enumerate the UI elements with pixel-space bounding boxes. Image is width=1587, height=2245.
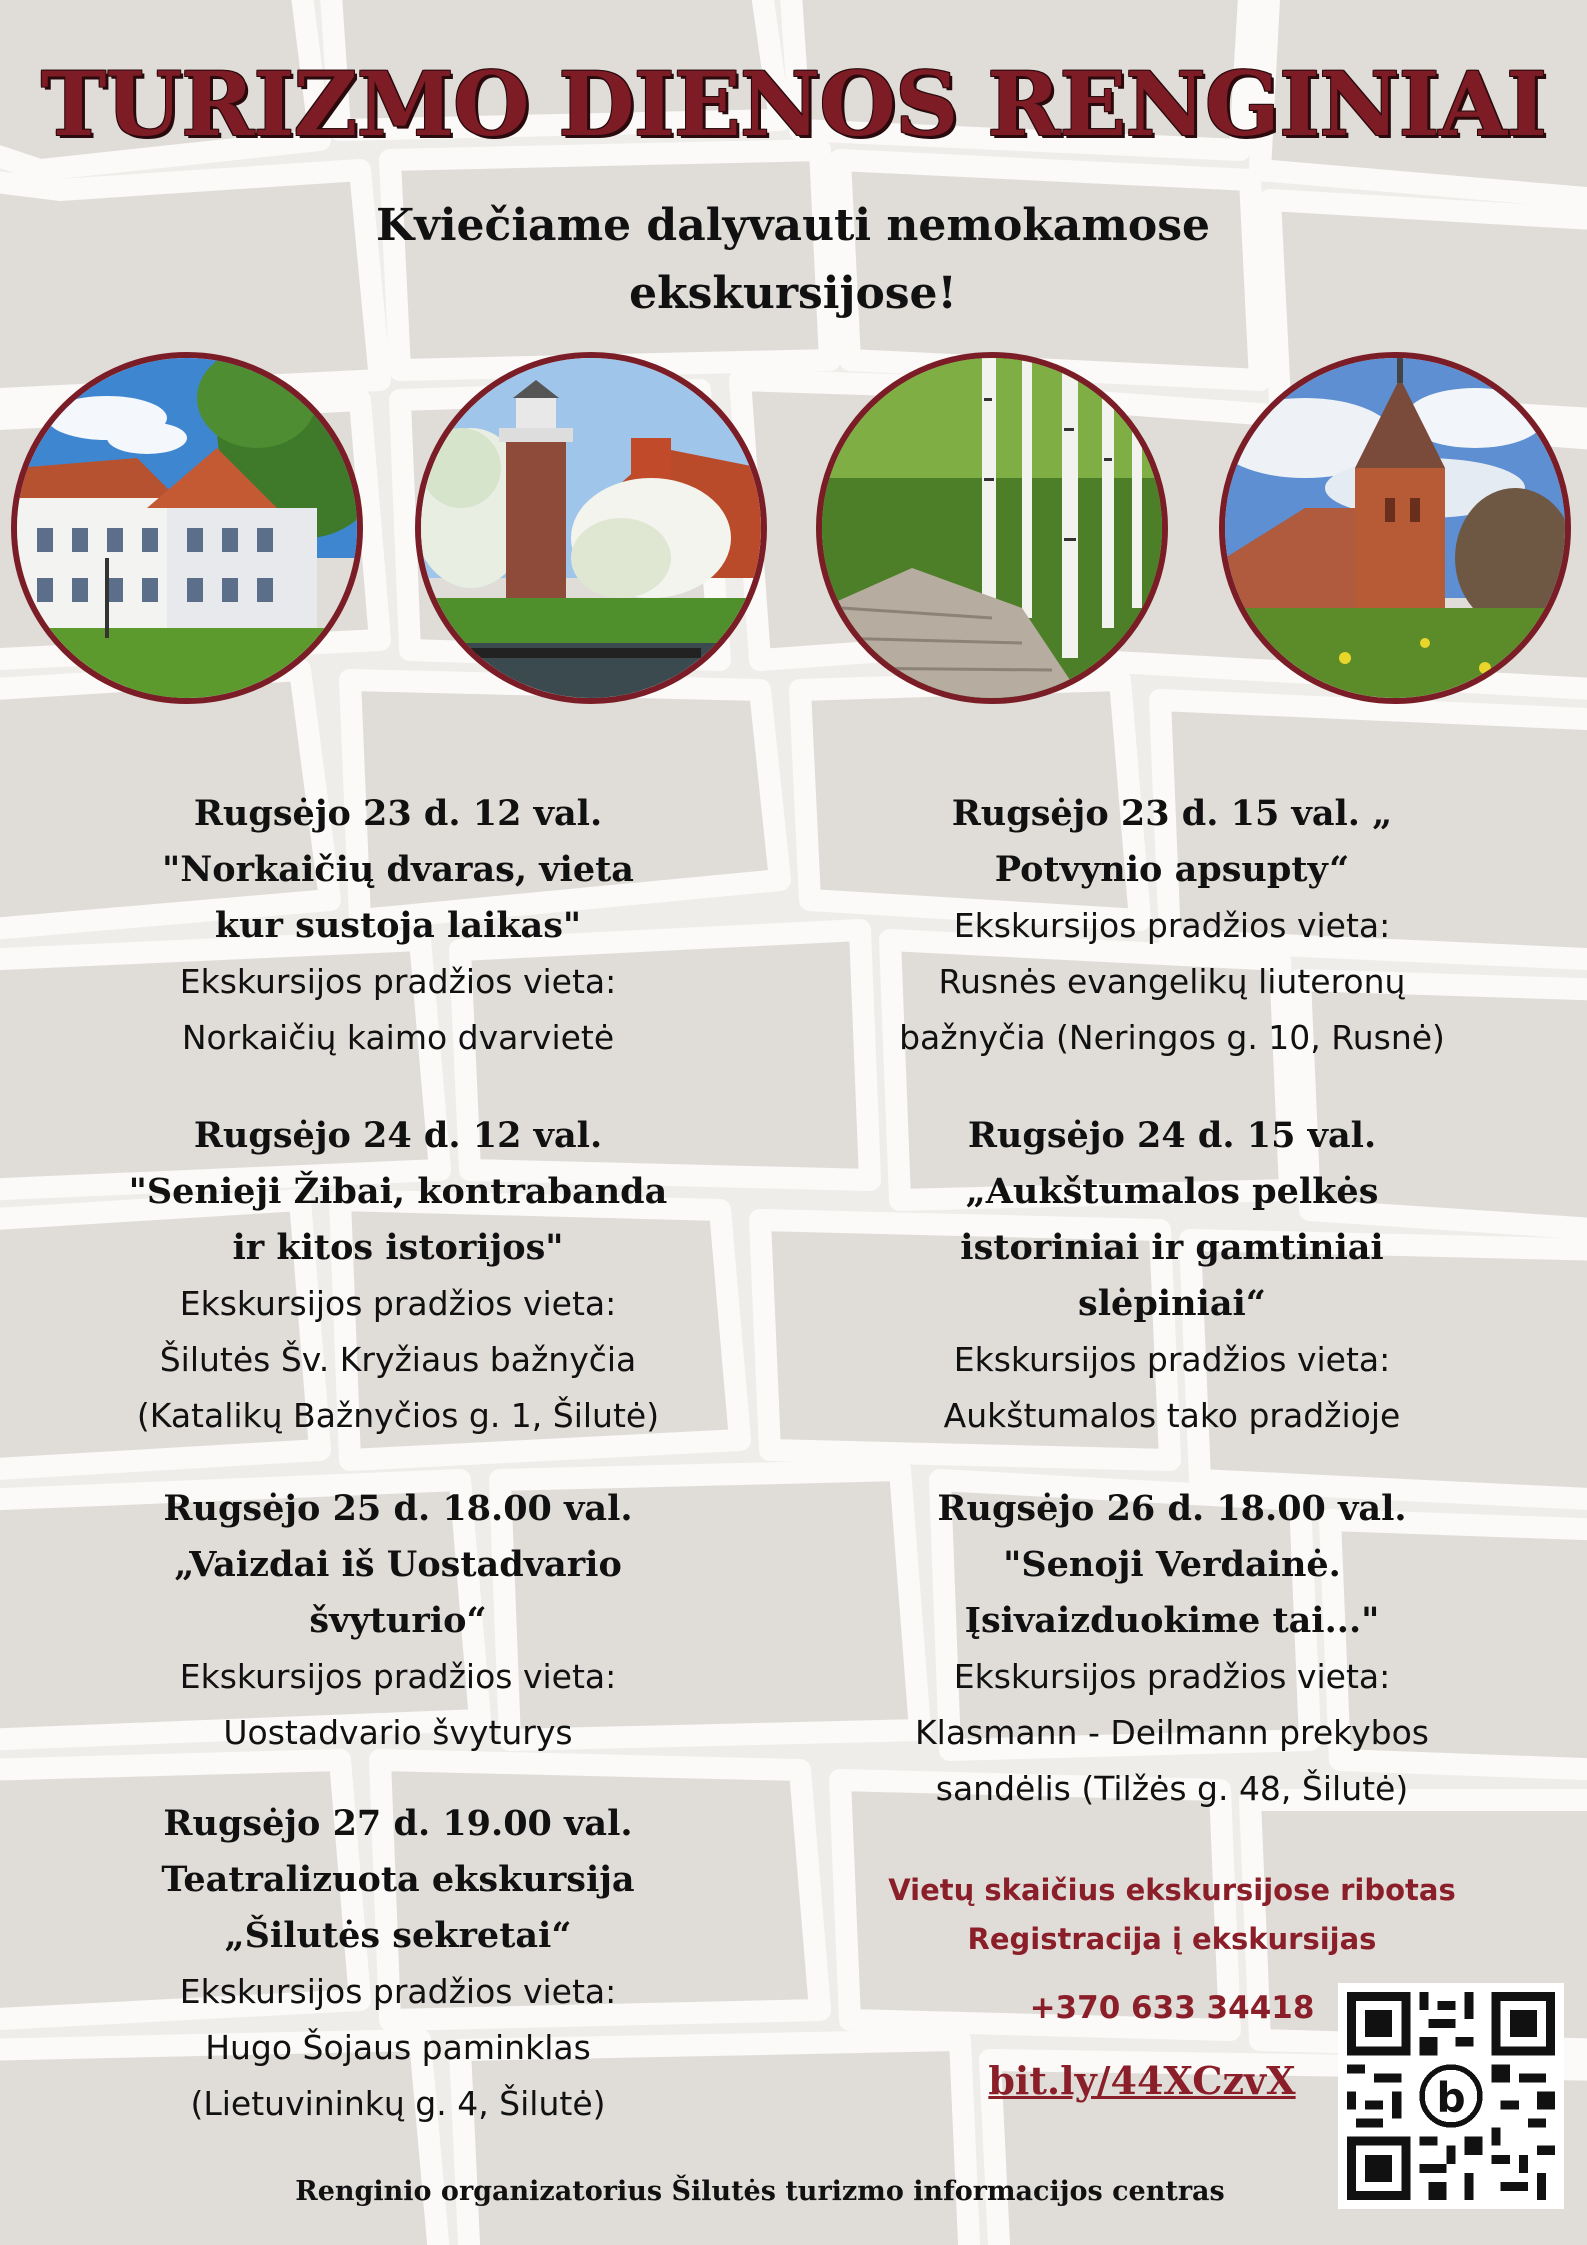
phone-number[interactable]: +370 633 34418 — [1029, 1990, 1315, 2026]
event-heading-line: istoriniai ir gamtiniai — [960, 1227, 1384, 1268]
event-place: Šilutės Šv. Kryžiaus bažnyčia — [159, 1340, 637, 1379]
event-verdaine — [862, 1481, 1482, 1817]
event-place: Norkaičių kaimo dvarvietė — [181, 1018, 615, 1057]
organizer-footer: Renginio organizatorius Šilutės turizmo informacijos centras — [295, 2176, 1225, 2207]
event-place: Aukštumalos tako pradžioje — [943, 1396, 1401, 1435]
lighthouse-photo — [415, 352, 767, 704]
event-uostadvaris — [88, 1481, 708, 1761]
registration-heading: Registracija į ekskursijas — [967, 1922, 1377, 1956]
event-heading-line: Rugsėjo 24 d. 15 val. — [967, 1115, 1377, 1156]
event-heading-line: švyturio“ — [309, 1600, 487, 1641]
event-heading-line: "Senieji Žibai, kontrabanda — [128, 1171, 668, 1212]
event-heading-line: Potvynio apsupty“ — [994, 849, 1350, 890]
event-heading-line: Rugsėjo 23 d. 15 val. „ — [951, 793, 1393, 834]
event-place-label: Ekskursijos pradžios vieta: — [953, 1340, 1391, 1379]
event-heading-line: "Norkaičių dvaras, vieta — [162, 849, 634, 890]
event-place: (Lietuvininkų g. 4, Šilutė) — [190, 2084, 606, 2123]
subtitle-line: ekskursijose! — [629, 268, 957, 319]
registration-link[interactable]: bit.ly/44XCzvX — [988, 2058, 1296, 2103]
event-aukstumala — [862, 1108, 1482, 1444]
event-rusne — [862, 786, 1482, 1066]
event-heading-line: Rugsėjo 26 d. 18.00 val. — [937, 1488, 1407, 1529]
event-norkaiciai — [88, 786, 708, 1066]
event-place-label: Ekskursijos pradžios vieta: — [953, 1657, 1391, 1696]
subtitle-line: Kviečiame dalyvauti nemokamose — [376, 200, 1210, 251]
qr-code[interactable] — [1338, 1983, 1564, 2209]
event-place: sandėlis (Tilžės g. 48, Šilutė) — [935, 1769, 1409, 1808]
svg-text:b: b — [1436, 2073, 1466, 2122]
event-place: Uostadvario švyturys — [223, 1713, 573, 1752]
event-heading-line: Įsivaizduokime tai..." — [964, 1600, 1380, 1641]
event-zibai — [88, 1108, 708, 1444]
limited-seats-notice: Vietų skaičius ekskursijose ribotas — [888, 1873, 1456, 1907]
birch-boardwalk-photo — [816, 352, 1168, 704]
event-place: bažnyčia (Neringos g. 10, Rusnė) — [899, 1018, 1445, 1057]
event-place-label: Ekskursijos pradžios vieta: — [179, 1284, 617, 1323]
event-heading-line: „Aukštumalos pelkės — [965, 1171, 1379, 1212]
event-heading-line: "Senoji Verdainė. — [1003, 1544, 1341, 1585]
event-heading-line: „Vaizdai iš Uostadvario — [174, 1544, 622, 1585]
event-place-label: Ekskursijos pradžios vieta: — [179, 962, 617, 1001]
event-heading-line: Rugsėjo 25 d. 18.00 val. — [163, 1488, 633, 1529]
event-place: Hugo Šojaus paminklas — [205, 2028, 591, 2067]
event-place-label: Ekskursijos pradžios vieta: — [179, 1657, 617, 1696]
event-place: (Katalikų Bažnyčios g. 1, Šilutė) — [136, 1396, 660, 1435]
event-place-label: Ekskursijos pradžios vieta: — [953, 906, 1391, 945]
poster-title: TURIZMO DIENOS RENGINIAI — [40, 52, 1547, 156]
event-heading-line: Rugsėjo 27 d. 19.00 val. — [163, 1803, 633, 1844]
event-heading-line: Rugsėjo 23 d. 12 val. — [193, 793, 603, 834]
event-heading-line: kur sustoja laikas" — [214, 905, 582, 946]
poster-subtitle — [293, 192, 1293, 328]
event-heading-line: ir kitos istorijos" — [232, 1227, 564, 1268]
event-place: Klasmann - Deilmann prekybos — [915, 1713, 1429, 1752]
event-place-label: Ekskursijos pradžios vieta: — [179, 1972, 617, 2011]
event-silutes-sekretai — [88, 1796, 708, 2132]
event-heading-line: slėpiniai“ — [1078, 1283, 1266, 1324]
event-heading-line: „Šilutės sekretai“ — [224, 1915, 572, 1956]
event-place: Rusnės evangelikų liuteronų — [938, 962, 1406, 1001]
brick-church-photo — [1219, 352, 1571, 704]
event-heading-line: Teatralizuota ekskursija — [161, 1859, 635, 1900]
event-heading-line: Rugsėjo 24 d. 12 val. — [193, 1115, 603, 1156]
manor-house-photo — [11, 352, 363, 704]
